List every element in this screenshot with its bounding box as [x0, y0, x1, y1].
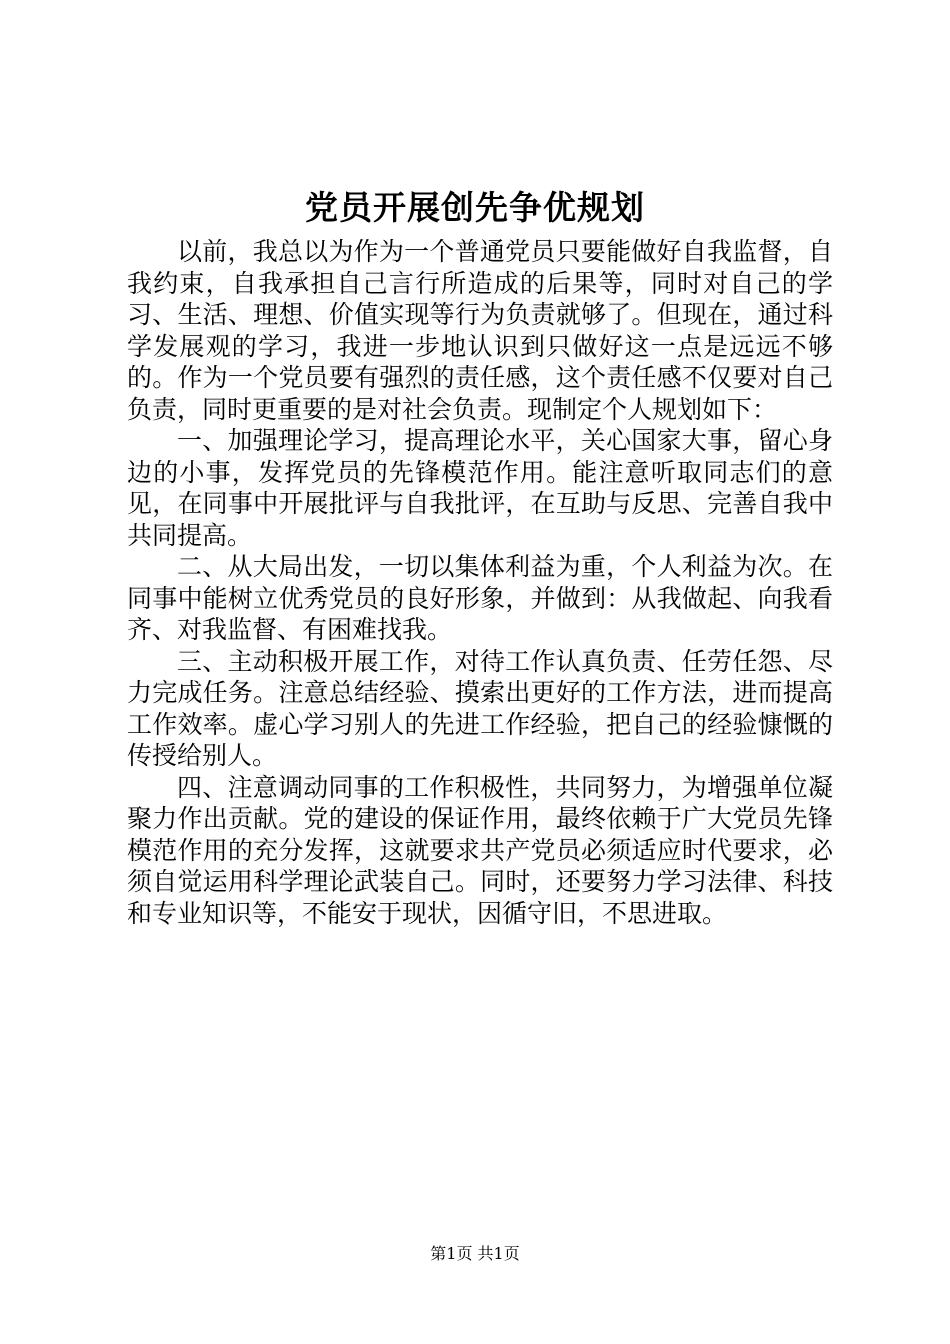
- paragraph-item-4: 四、注意调动同事的工作积极性，共同努力，为增强单位凝聚力作出贡献。党的建设的保证作用，最终依赖于广大党员先锋模范作用的充分发挥，这就要求共产党员必须适应时代要求，必须自觉运用科学理论武装自己。同时，还要努力学习法律、科技和专业知识等，不能安于现状，因循守旧，不思进取。: [127, 772, 833, 928]
- document-title: 党员开展创先争优规划: [305, 188, 645, 227]
- paragraph-item-3: 三、主动积极开展工作，对待工作认真负责、任劳任怨、尽力完成任务。注意总结经验、摸索出更好的工作方法，进而提高工作效率。虚心学习别人的先进工作经验，把自己的经验慷慨的传授给别人。: [127, 646, 833, 770]
- paragraph-item-2: 二、从大局出发，一切以集体利益为重，个人利益为次。在同事中能树立优秀党员的良好形象，并做到：从我做起、向我看齐、对我监督、有困难找我。: [127, 552, 833, 644]
- page-footer: 第1页 共1页: [430, 1244, 520, 1263]
- document-body: [127, 236, 833, 929]
- paragraph-item-1: 一、加强理论学习，提高理论水平，关心国家大事，留心身边的小事，发挥党员的先锋模范作用。能注意听取同志们的意见，在同事中开展批评与自我批评，在互助与反思、完善自我中共同提高。: [127, 426, 833, 550]
- paragraph-intro: 以前，我总以为作为一个普通党员只要能做好自我监督，自我约束，自我承担自己言行所造成的后果等，同时对自己的学习、生活、理想、价值实现等行为负责就够了。但现在，通过科学发展观的学习，我进一步地认识到只做好这一点是远远不够的。作为一个党员要有强烈的责任感，这个责任感不仅要对自己负责，同时更重要的是对社会负责。现制定个人规划如下：: [127, 237, 833, 424]
